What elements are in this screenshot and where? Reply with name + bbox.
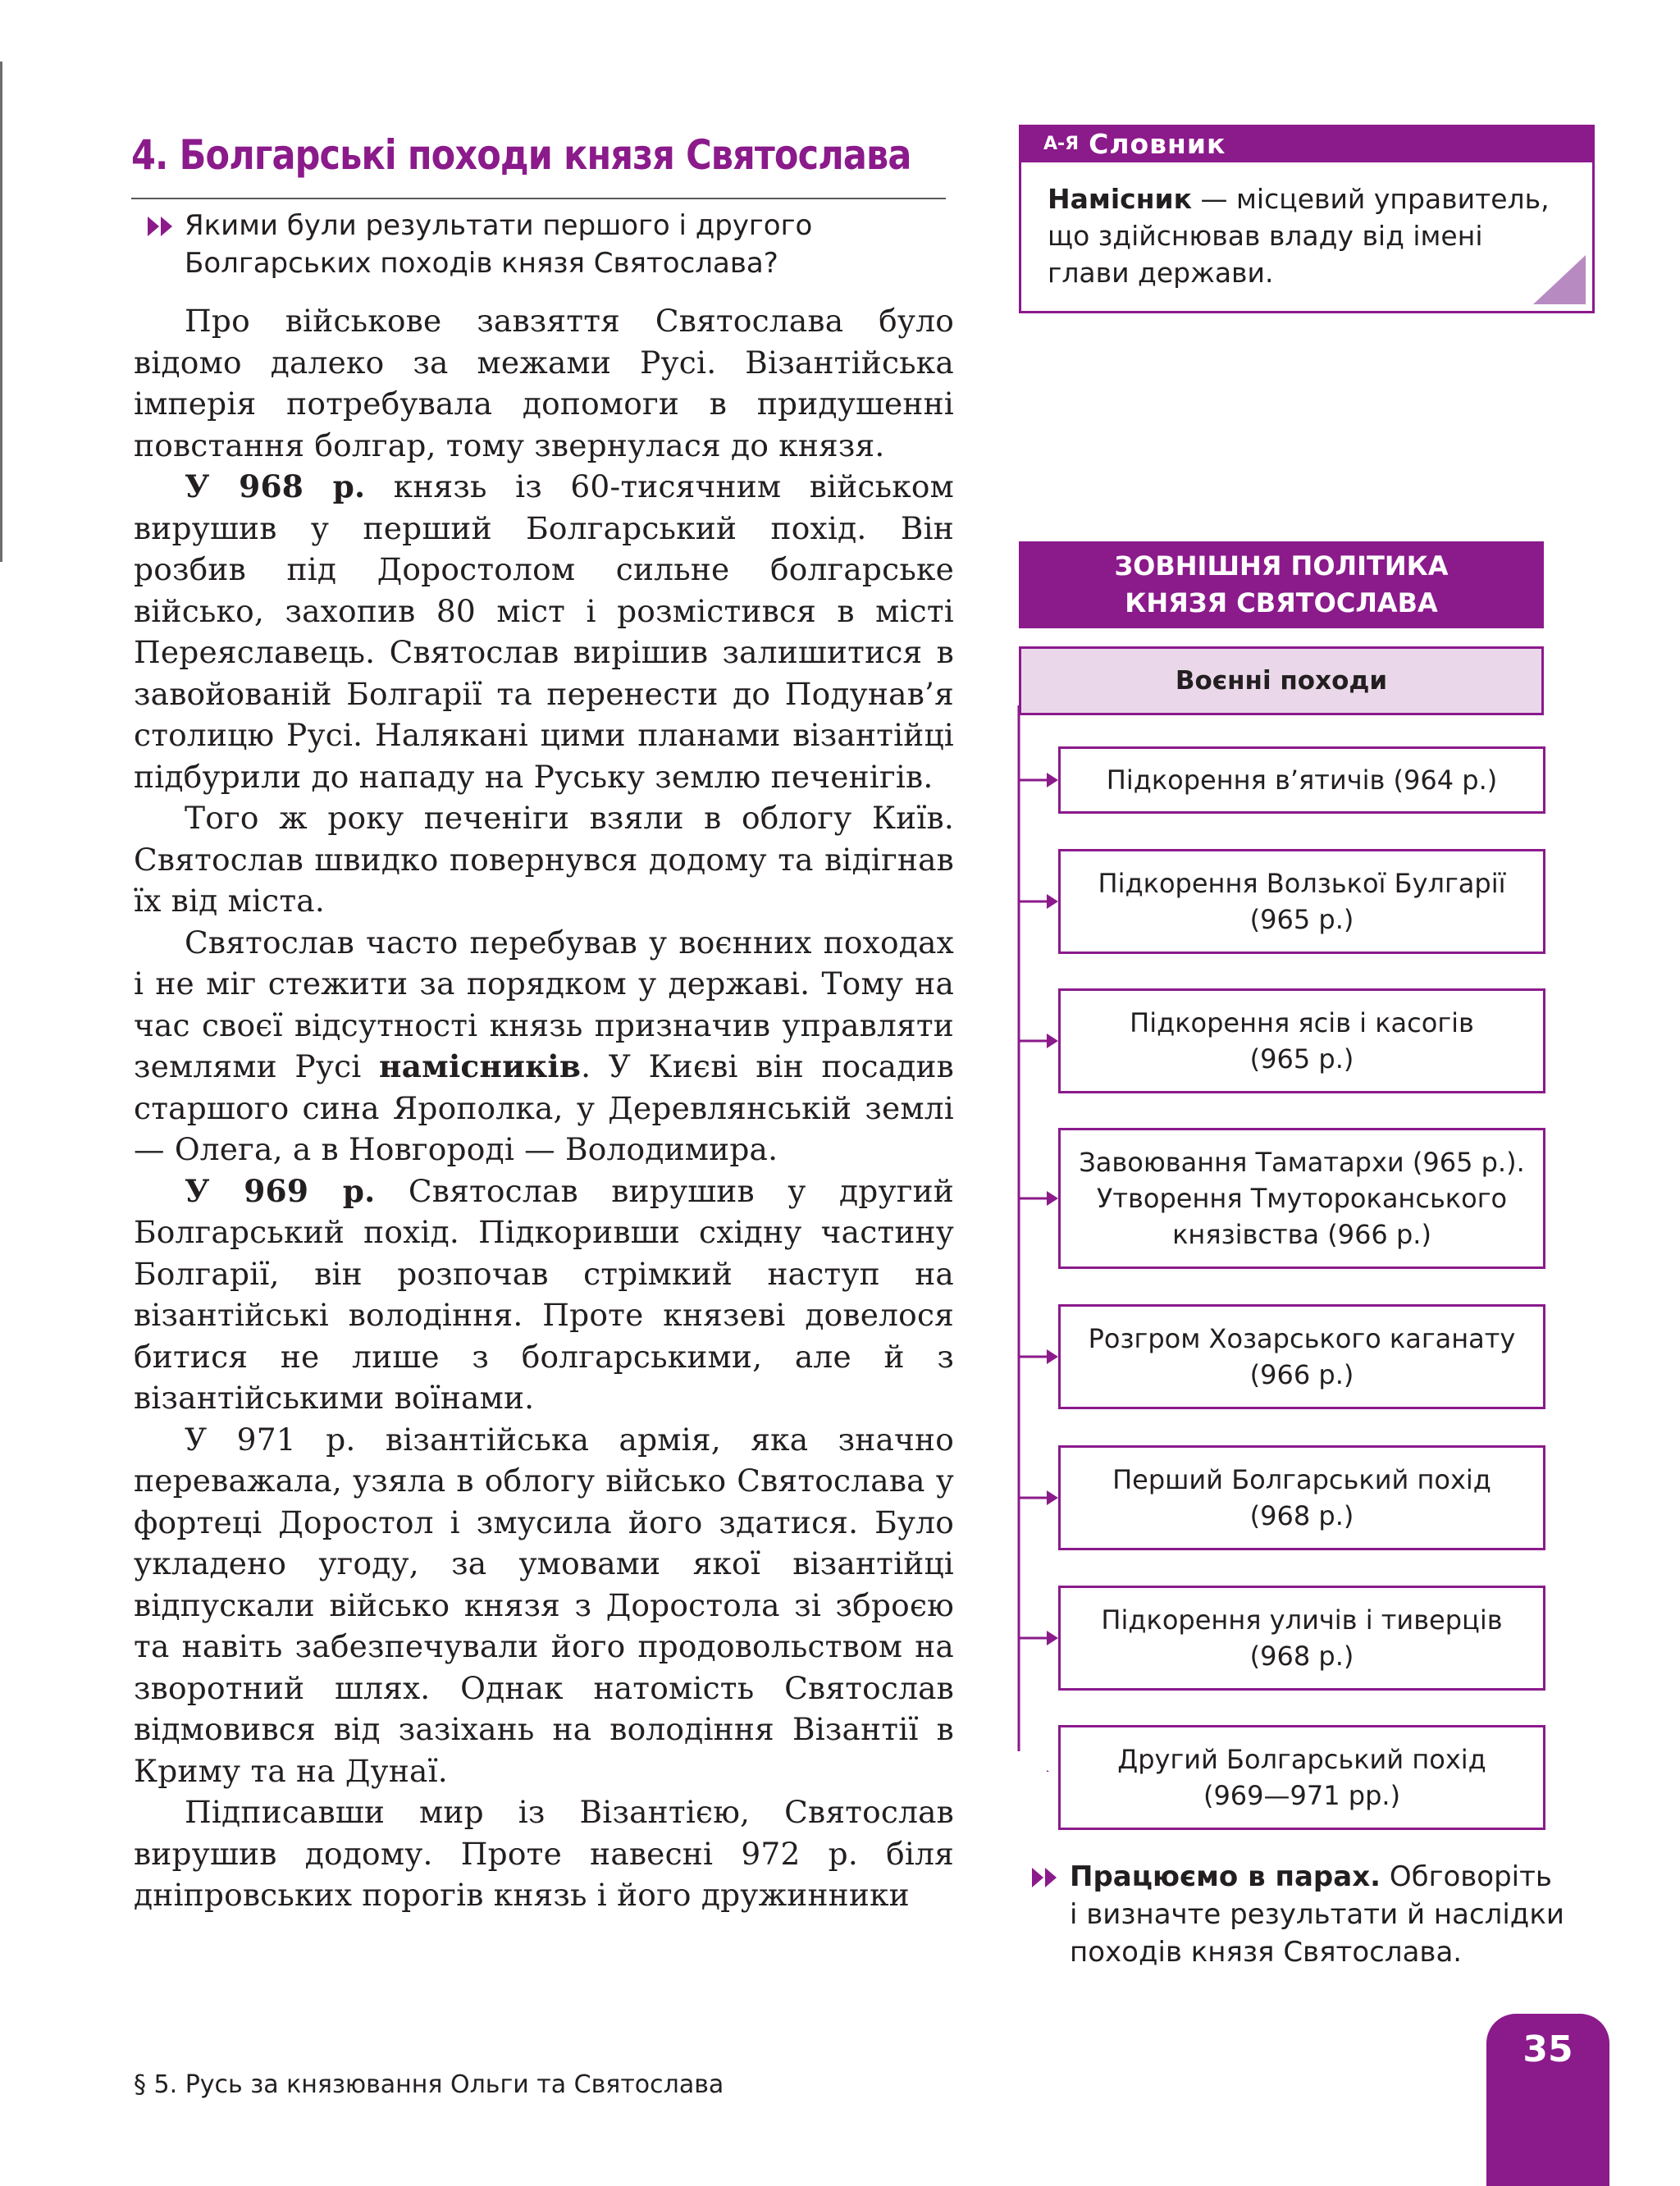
glossary-term: Намісник xyxy=(1048,183,1193,215)
page-number: 35 xyxy=(1486,2014,1609,2186)
glossary-definition xyxy=(1019,162,1595,313)
pair-work-task xyxy=(1032,1858,1565,1971)
campaign-line: Другий Болгарський похід xyxy=(1117,1744,1486,1775)
glossary-title: Словник xyxy=(1089,127,1226,160)
question-line-1: Якими були результати першого і другого xyxy=(185,209,813,242)
page-corner-icon xyxy=(1533,255,1586,304)
campaign-box xyxy=(1058,1304,1545,1409)
section-title: 4. Болгарські походи князя Святослава xyxy=(131,131,911,179)
glossary-text: — місцевий управитель, що здійснював владу від імені глави держави. xyxy=(1048,183,1550,289)
pair-work-label: Працюємо в парах. xyxy=(1070,1860,1381,1893)
term-highlight: намісників xyxy=(379,1048,582,1084)
campaign-box xyxy=(1058,1725,1545,1830)
diagram-title-line: ЗОВНІШНЯ ПОЛІТИКА xyxy=(1114,550,1449,582)
campaign-line: (968 р.) xyxy=(1249,1500,1354,1531)
date-highlight: У 968 р. xyxy=(185,468,366,504)
campaign-line: (966 р.) xyxy=(1249,1359,1354,1390)
section-question xyxy=(148,207,886,282)
campaign-line: (969—971 рр.) xyxy=(1203,1780,1401,1811)
pair-work-text xyxy=(1070,1858,1565,1971)
paragraph: Підписавши мир із Візантією, Святослав вирушив додому. Проте навесні 972 р. біля дніпровських порогів князь і його дружинники xyxy=(134,1794,954,1913)
running-footer: § 5. Русь за князювання Ольги та Святослава xyxy=(134,2070,724,2099)
paragraph: Того ж року печеніги взяли в облогу Київ. Святослав швидко повернувся додому та відігнав їх від міста. xyxy=(134,800,954,919)
campaign-box xyxy=(1058,1128,1545,1269)
paragraph-text: князь із 60-тисячним військом вирушив у перший Болгарський похід. Він розбив під Доростолом сильне болгарське військо, захопив 80 міст і розмістився в місті Переяславець. Святослав вирішив залишитися в завойованій Болгарії та перенести до Подунав’я столицю Русі. Налякані цими планами візантійці підбурили до нападу на Руську землю печенігів. xyxy=(134,468,954,795)
paragraph xyxy=(134,466,954,797)
connector-arrow xyxy=(1019,894,1058,909)
connector-arrow xyxy=(1019,1191,1058,1206)
campaign-line: Підкорення в’ятичів (964 р.) xyxy=(1106,764,1498,796)
diagram-title xyxy=(1019,541,1544,628)
glossary-box xyxy=(1019,125,1595,313)
date-highlight: У 969 р. xyxy=(185,1172,376,1209)
paragraph xyxy=(134,1171,954,1419)
campaign-line: Підкорення Волзької Булгарії xyxy=(1098,868,1506,899)
campaign-box xyxy=(1058,1586,1545,1691)
dictionary-icon: А-Я xyxy=(1043,133,1080,154)
campaign-line: князівства (966 р.) xyxy=(1172,1219,1431,1250)
paragraph-text: Святослав вирушив у другий Болгарський похід. Підкоривши східну частину Болгарії, він розпочав стрімкий наступ на візантійські володіння. Проте князеві довелося битися не лише з болгарськими, але й з візантійськими воїнами. xyxy=(134,1172,954,1416)
campaign-line: (965 р.) xyxy=(1249,904,1354,935)
glossary-header xyxy=(1019,125,1595,162)
campaign-line: (968 р.) xyxy=(1249,1641,1354,1672)
paragraph: Про військове завзяття Святослава було відомо далеко за межами Русі. Візантійська імперія потребувала допомоги в придушенні повстання болгар, тому звернулася до князя. xyxy=(134,303,954,463)
campaign-line: Завоювання Таматархи (965 р.). xyxy=(1079,1147,1525,1178)
paragraph xyxy=(134,922,954,1171)
question-line-2: Болгарських походів князя Святослава? xyxy=(185,247,778,280)
body-text xyxy=(134,300,954,1916)
connector-arrow xyxy=(1019,1349,1058,1364)
campaign-line: (965 р.) xyxy=(1249,1043,1354,1075)
paragraph-text: Святослав часто перебував у воєнних походах і не міг стежити за порядком у державі. Тому на час своєї відсутності князь призначив управляти землями Русі xyxy=(134,924,954,1084)
double-arrow-icon xyxy=(1032,1868,1061,1887)
connector-arrow xyxy=(1019,1490,1058,1505)
campaign-line: Перший Болгарський похід xyxy=(1112,1464,1491,1495)
connector-arrow xyxy=(1019,1034,1058,1048)
double-arrow-icon xyxy=(148,217,177,236)
campaign-line: Підкорення ясів і касогів xyxy=(1130,1007,1474,1038)
pair-work-body: Обговоріть і визначте результати й наслідки походів князя Святослава. xyxy=(1070,1860,1564,1969)
campaign-box xyxy=(1058,849,1545,954)
campaign-box xyxy=(1058,1445,1545,1550)
diagram-subtitle: Воєнні походи xyxy=(1019,646,1544,715)
connector-arrow xyxy=(1019,1770,1058,1772)
campaign-line: Підкорення уличів і тиверців xyxy=(1101,1604,1503,1636)
connector-arrow xyxy=(1019,773,1058,787)
campaign-box xyxy=(1058,746,1545,814)
campaign-line: Утворення Тмутороканського xyxy=(1096,1183,1508,1214)
paragraph: У 971 р. візантійська армія, яка значно переважала, узяла в облогу військо Святослава у фортеці Доростол і змусила його здатися. Було укладено угоду, за умовами якої візантійці відпускали військо князя з Доростола зі зброєю та навіть забезпечували його продовольством на зворотний шлях. Однак натомість Святослав відмовився від зазіхань на володіння Візантії в Криму та на Дунаї. xyxy=(134,1421,954,1789)
campaign-box xyxy=(1058,988,1545,1093)
title-divider xyxy=(131,198,946,199)
diagram-title-line: КНЯЗЯ СВЯТОСЛАВА xyxy=(1125,587,1438,618)
paragraph-text: . У Києві він посадив старшого сина Ярополка, у Деревлянській землі — Олега, а в Новгороді — Володимира. xyxy=(134,1048,954,1167)
margin-rule xyxy=(0,62,2,562)
campaign-line: Розгром Хозарського каганату xyxy=(1088,1323,1516,1354)
connector-arrow xyxy=(1019,1631,1058,1645)
